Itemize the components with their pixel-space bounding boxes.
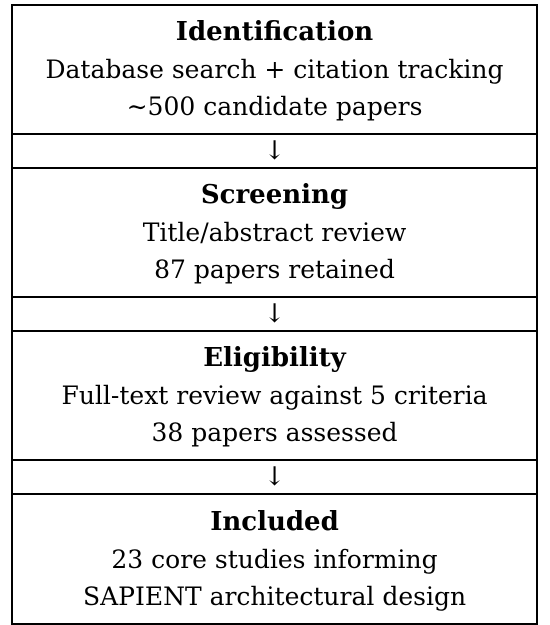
flow-arrow-3 [13,459,536,495]
stage-description: Full-text review against 5 criteria [61,381,488,410]
down-arrow-icon: ↓ [263,136,286,166]
stage-count: 87 papers retained [154,255,395,284]
stage-description: 23 core studies informing [111,544,438,574]
stage-count: 38 papers assessed [151,418,398,447]
stage-description: Title/abstract review [142,218,407,247]
stage-title: Screening [200,180,349,210]
stage-title: Identification [175,17,374,47]
stage-included [13,495,536,623]
stage-screening [13,169,536,296]
stage-count: ∼500 candidate papers [126,92,423,121]
down-arrow-icon: ↓ [263,462,286,492]
stage-count: SAPIENT architectural design [82,581,467,611]
stage-identification [13,6,536,133]
flow-arrow-1 [13,133,536,169]
stage-eligibility [13,332,536,459]
stage-description: Database search + citation tracking [45,55,504,84]
prisma-flow-diagram [11,4,538,625]
flow-arrow-2 [13,296,536,332]
down-arrow-icon: ↓ [263,299,286,329]
stage-title: Included [210,506,339,537]
stage-title: Eligibility [203,343,346,373]
